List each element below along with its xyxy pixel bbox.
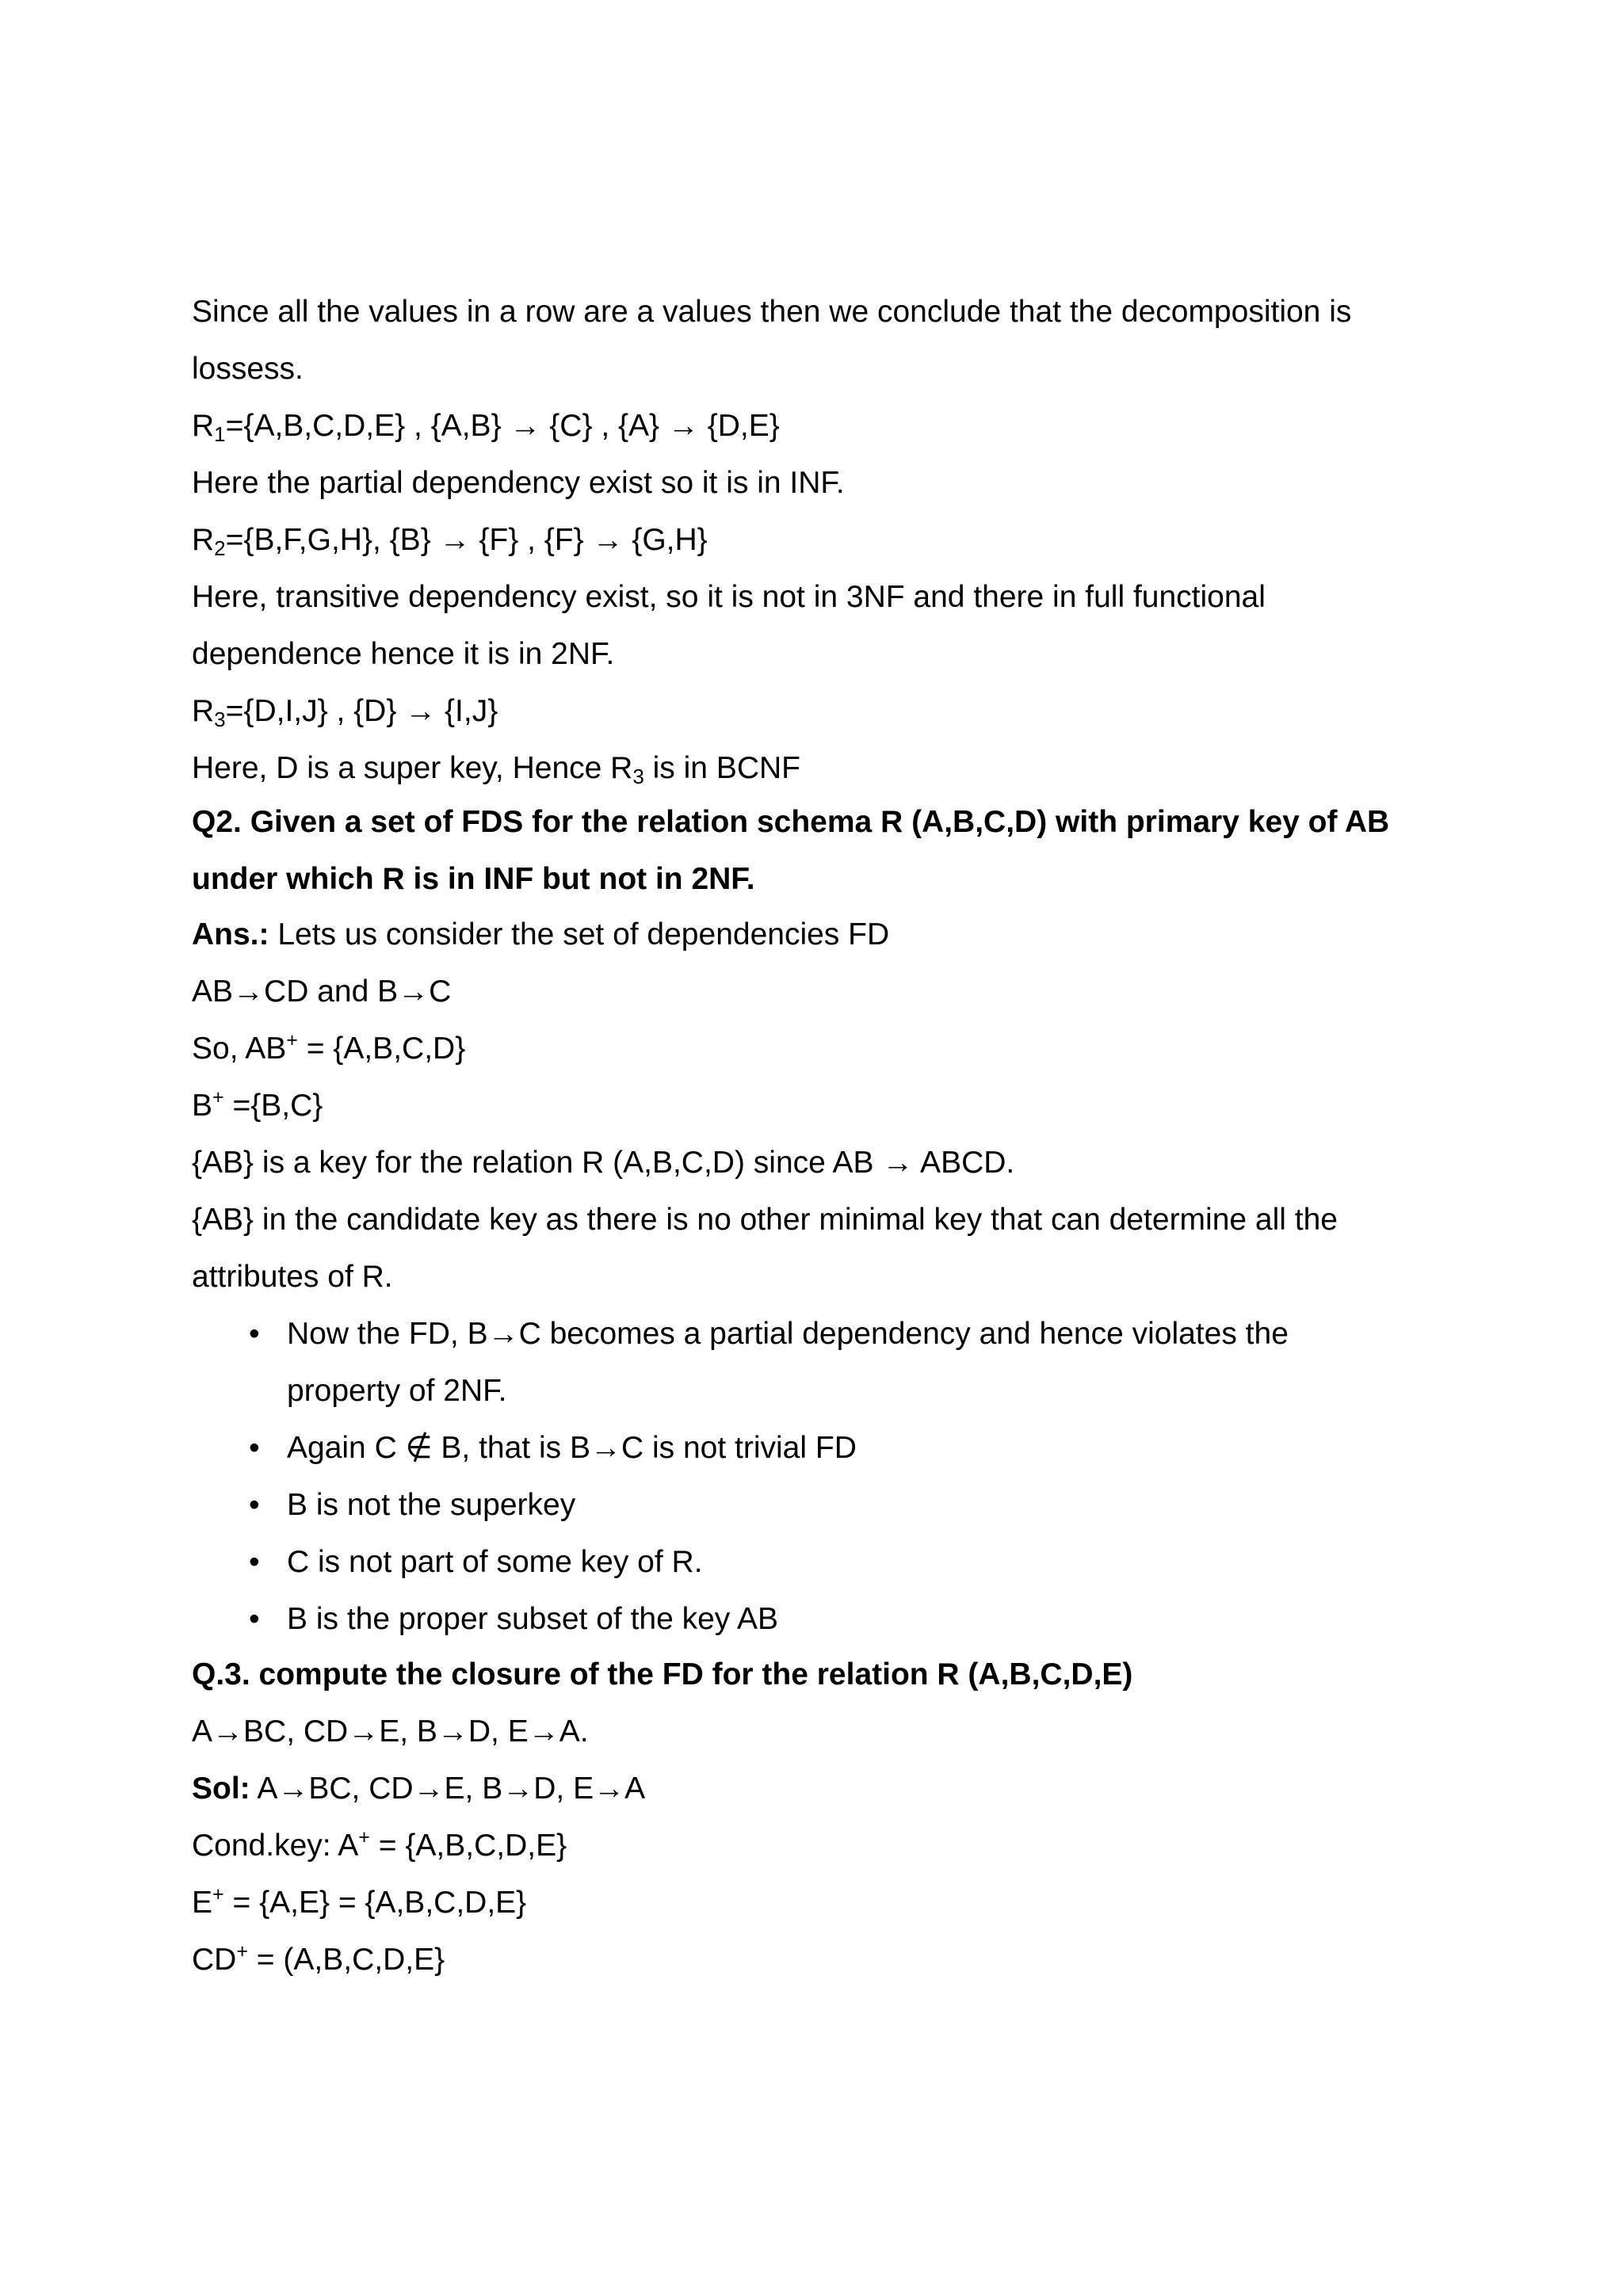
question-2-heading: Q2. Given a set of FDS for the relation schema R (A,B,C,D) with primary key of AB <box>192 805 1390 839</box>
paragraph-line: attributes of R. <box>192 1260 393 1294</box>
solution-label: Sol: <box>192 1772 250 1806</box>
paragraph-line: Here, D is a super key, Hence $R_3$ is in BCNF <box>192 751 800 788</box>
list-item: Now the FD, B→C becomes a partial dependency and hence violates the <box>287 1317 1289 1351</box>
closure-line: E+ = {A,E} = {A,B,C,D,E} <box>192 1883 527 1920</box>
relation-r1: $R_1=\{A,B,C,D,E\}$ , {A,B} → {C} , {A} → {D,E} <box>192 409 780 446</box>
paragraph-line: {AB} in the candidate key as there is no other minimal key that can determine all the <box>192 1203 1338 1237</box>
bullet-icon: • <box>249 1317 260 1351</box>
bullet-icon: • <box>249 1545 260 1579</box>
list-item: B is the proper subset of the key AB <box>287 1602 779 1636</box>
question-3-heading: Q.3. compute the closure of the FD for the relation R (A,B,C,D,E) <box>192 1657 1133 1691</box>
question-2-heading-cont: under which R is in INF but not in 2NF. <box>192 862 755 896</box>
answer-line: Ans.: Lets us consider the set of dependencies FD <box>192 917 890 952</box>
closure-line: Cond.key: A+ = {A,B,C,D,E} <box>192 1826 567 1863</box>
list-item: C is not part of some key of R. <box>287 1545 703 1579</box>
bullet-icon: • <box>249 1602 260 1636</box>
closure-line: So, AB+ = {A,B,C,D} <box>192 1029 466 1066</box>
closure-line: CD+ = (A,B,C,D,E} <box>192 1940 445 1977</box>
closure-line: B+ ={B,C} <box>192 1086 323 1123</box>
paragraph-line: Since all the values in a row are a values then we conclude that the decomposition is <box>192 295 1352 329</box>
answer-label: Ans.: <box>192 917 269 952</box>
list-item: B is not the superkey <box>287 1488 576 1522</box>
paragraph-line: lossess. <box>192 352 304 386</box>
solution-line: Sol: A→BC, CD→E, B→D, E→A <box>192 1772 646 1806</box>
paragraph-line: dependence hence it is in 2NF. <box>192 637 615 671</box>
list-item: Again C ∉ B, that is B→C is not trivial FD <box>287 1431 857 1465</box>
relation-r2: $R_2=\{B,F,G,H\}$, {B} → {F} , {F} → {G,H} <box>192 523 708 560</box>
list-item-cont: property of 2NF. <box>287 1374 507 1408</box>
paragraph-line: Here the partial dependency exist so it is in INF. <box>192 466 845 500</box>
bullet-icon: • <box>249 1431 260 1465</box>
paragraph-line: {AB} is a key for the relation R (A,B,C,D) since AB → ABCD. <box>192 1146 1015 1180</box>
fd-line: AB→CD and B→C <box>192 974 452 1009</box>
paragraph-line: Here, transitive dependency exist, so it is not in 3NF and there in full functional <box>192 580 1266 614</box>
bullet-icon: • <box>249 1488 260 1522</box>
relation-r3: $R_3=\{D,I,J\}$ , {D} → {I,J} <box>192 694 498 731</box>
fd-line: A→BC, CD→E, B→D, E→A. <box>192 1714 589 1749</box>
